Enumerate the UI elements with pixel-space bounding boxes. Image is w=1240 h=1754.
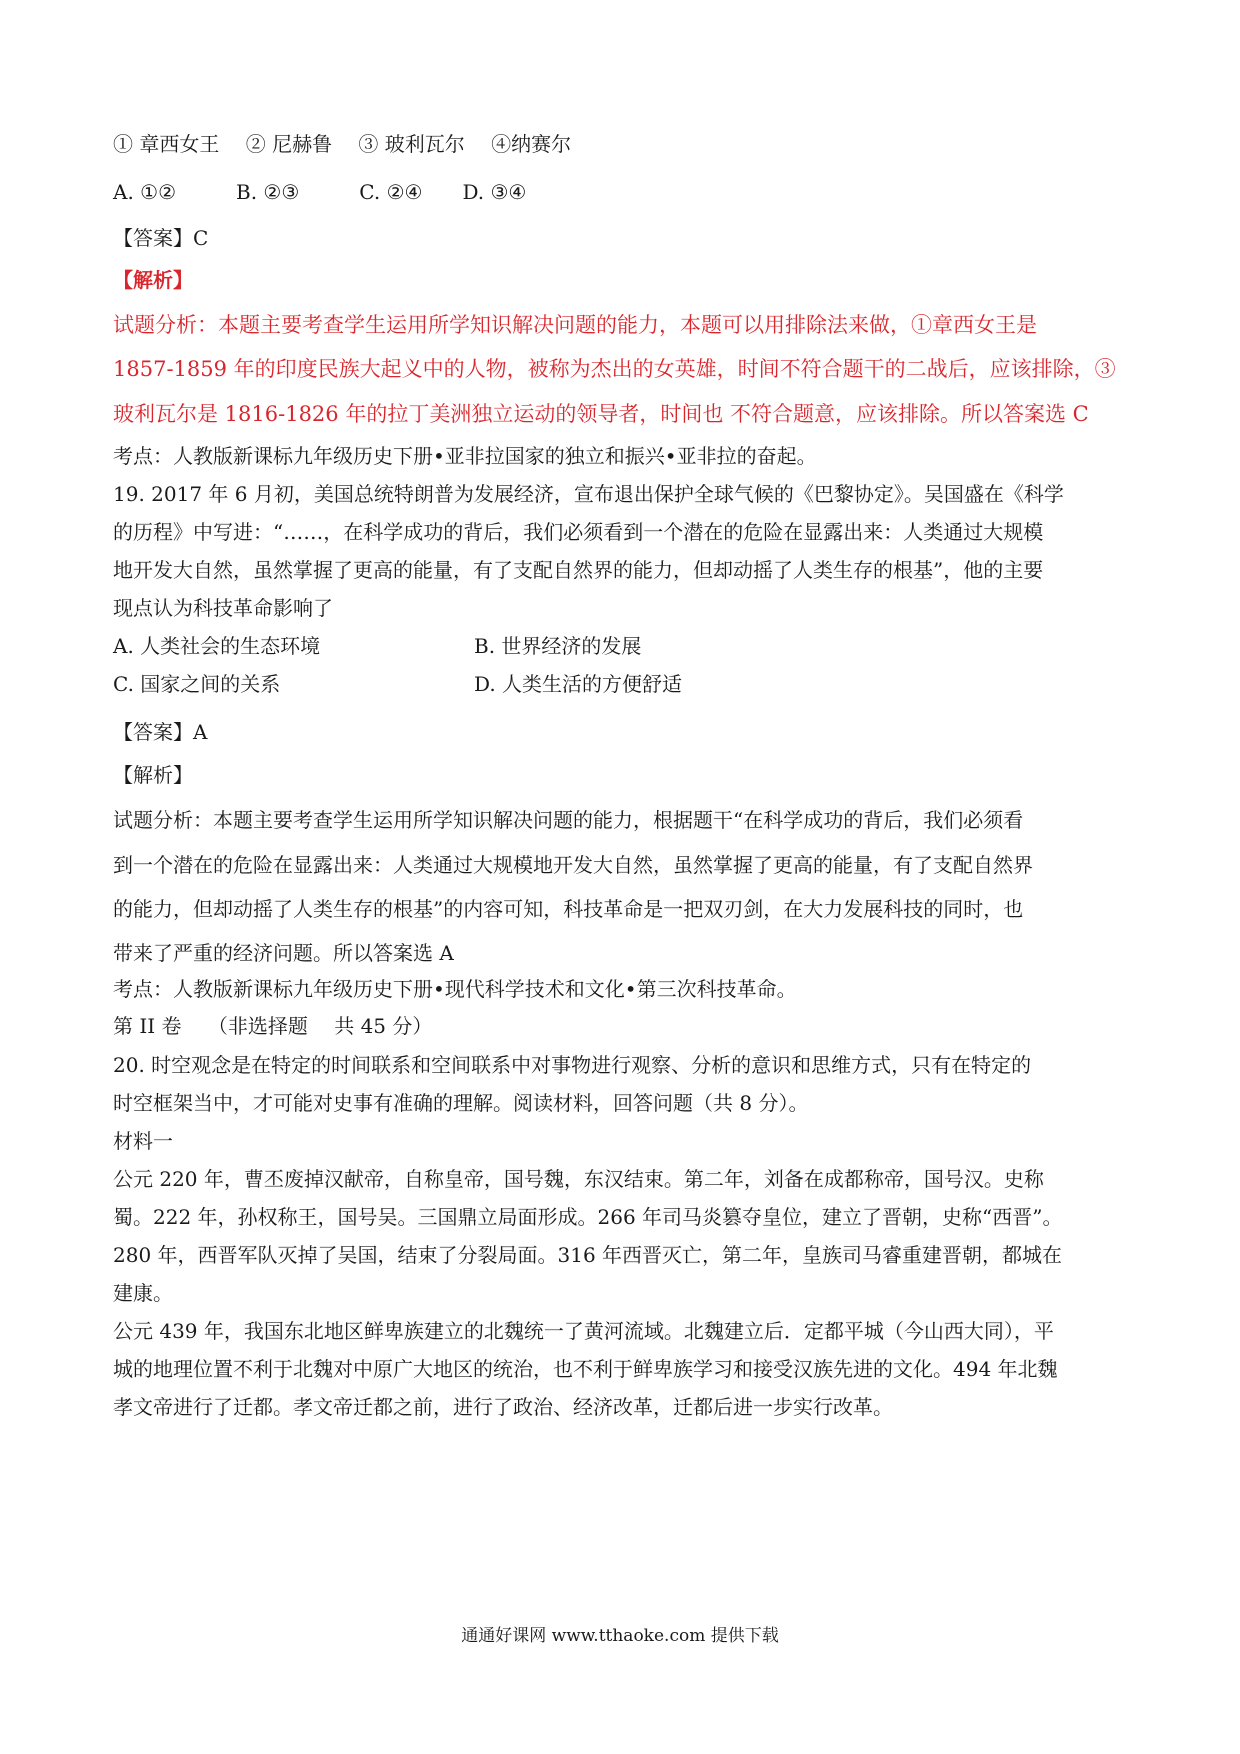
q18-analysis-label: 【解析】 xyxy=(113,268,193,292)
q20-stem-line: 20. 时空观念是在特定的时间联系和空间联系中对事物进行观察、分析的意识和思维方式，只有在特定的 xyxy=(113,1053,1032,1077)
q19-analysis-line: 到一个潜在的危险在显露出来：人类通过大规模地开发大自然，虽然掌握了更高的能量，有了支配自然界 xyxy=(113,853,1033,877)
q20-material-line: 蜀。222 年，孙权称王，国号吴。三国鼎立局面形成。266 年司马炎篡夺皇位，建立了晋朝，史称“西晋”。 xyxy=(113,1205,1063,1229)
q18-options: A. ①② B. ②③ C. ②④ D. ③④ xyxy=(113,180,527,204)
q19-option-d: D. 人类生活的方便舒适 xyxy=(474,672,683,696)
q18-answer: 【答案】C xyxy=(113,226,209,250)
q18-items: ① 章西女王 ② 尼赫鲁 ③ 玻利瓦尔 ④纳赛尔 xyxy=(113,132,572,156)
q19-analysis-line: 试题分析：本题主要考查学生运用所学知识解决问题的能力，根据题干“在科学成功的背后，我们必须看 xyxy=(113,808,1024,832)
q19-answer: 【答案】A xyxy=(113,720,208,744)
q18-analysis-line: 玻利瓦尔是 1816-1826 年的拉丁美洲独立运动的领导者，时间也 不符合题意，应该排除。所以答案选 C xyxy=(113,402,1089,426)
q19-option-a: A. 人类社会的生态环境 xyxy=(113,634,321,658)
q19-kaodian: 考点：人教版新课标九年级历史下册•现代科学技术和文化•第三次科技革命。 xyxy=(113,977,797,1001)
section-heading: 第 II 卷 （非选择题 共 45 分） xyxy=(113,1014,433,1038)
q20-material-line: 公元 220 年，曹丕废掉汉献帝，自称皇帝，国号魏，东汉结束。第二年，刘备在成都称帝，国号汉。史称 xyxy=(113,1167,1044,1191)
q19-stem-line: 19. 2017 年 6 月初，美国总统特朗普为发展经济，宣布退出保护全球气候的《巴黎协定》。吴国盛在《科学 xyxy=(113,482,1064,506)
q20-stem-line: 时空框架当中，才可能对史事有准确的理解。阅读材料，回答问题（共 8 分）。 xyxy=(113,1091,809,1115)
q20-material-line: 建康。 xyxy=(113,1281,173,1305)
q19-stem-line: 现点认为科技革命影响了 xyxy=(113,596,333,620)
q19-option-b: B. 世界经济的发展 xyxy=(474,634,642,658)
q19-stem-line: 地开发大自然，虽然掌握了更高的能量，有了支配自然界的能力，但却动摇了人类生存的根基”，他的主要 xyxy=(113,558,1044,582)
page-footer: 通通好课网 www.tthaoke.com 提供下载 xyxy=(461,1626,779,1646)
q20-material-line: 公元 439 年，我国东北地区鲜卑族建立的北魏统一了黄河流域。北魏建立后．定都平城（今山西大同），平 xyxy=(113,1319,1054,1343)
q18-analysis-line: 1857-1859 年的印度民族大起义中的人物，被称为杰出的女英雄，时间不符合题干的二战后，应该排除，③ xyxy=(113,357,1116,381)
q19-stem-line: 的历程》中写进：“……，在科学成功的背后，我们必须看到一个潜在的危险在显露出来：人类通过大规模 xyxy=(113,520,1044,544)
q20-material-line: 孝文帝进行了迁都。孝文帝迁都之前，进行了政治、经济改革，迁都后进一步实行改革。 xyxy=(113,1395,893,1419)
q20-material-label: 材料一 xyxy=(113,1129,173,1153)
q19-option-c: C. 国家之间的关系 xyxy=(113,672,281,696)
q19-analysis-label: 【解析】 xyxy=(113,763,193,787)
q18-analysis-line: 试题分析：本题主要考查学生运用所学知识解决问题的能力，本题可以用排除法来做，①章西女王是 xyxy=(113,313,1037,337)
q19-analysis-line: 带来了严重的经济问题。所以答案选 A xyxy=(113,941,454,965)
q19-analysis-line: 的能力，但却动摇了人类生存的根基”的内容可知，科技革命是一把双刃剑，在大力发展科技的同时，也 xyxy=(113,897,1024,921)
q20-material-line: 280 年，西晋军队灭掉了吴国，结束了分裂局面。316 年西晋灭亡，第二年，皇族司马睿重建晋朝，都城在 xyxy=(113,1243,1063,1267)
q18-kaodian: 考点：人教版新课标九年级历史下册•亚非拉国家的独立和振兴•亚非拉的奋起。 xyxy=(113,444,817,468)
q20-material-line: 城的地理位置不利于北魏对中原广大地区的统治，也不利于鲜卑族学习和接受汉族先进的文化。494 年北魏 xyxy=(113,1357,1058,1381)
